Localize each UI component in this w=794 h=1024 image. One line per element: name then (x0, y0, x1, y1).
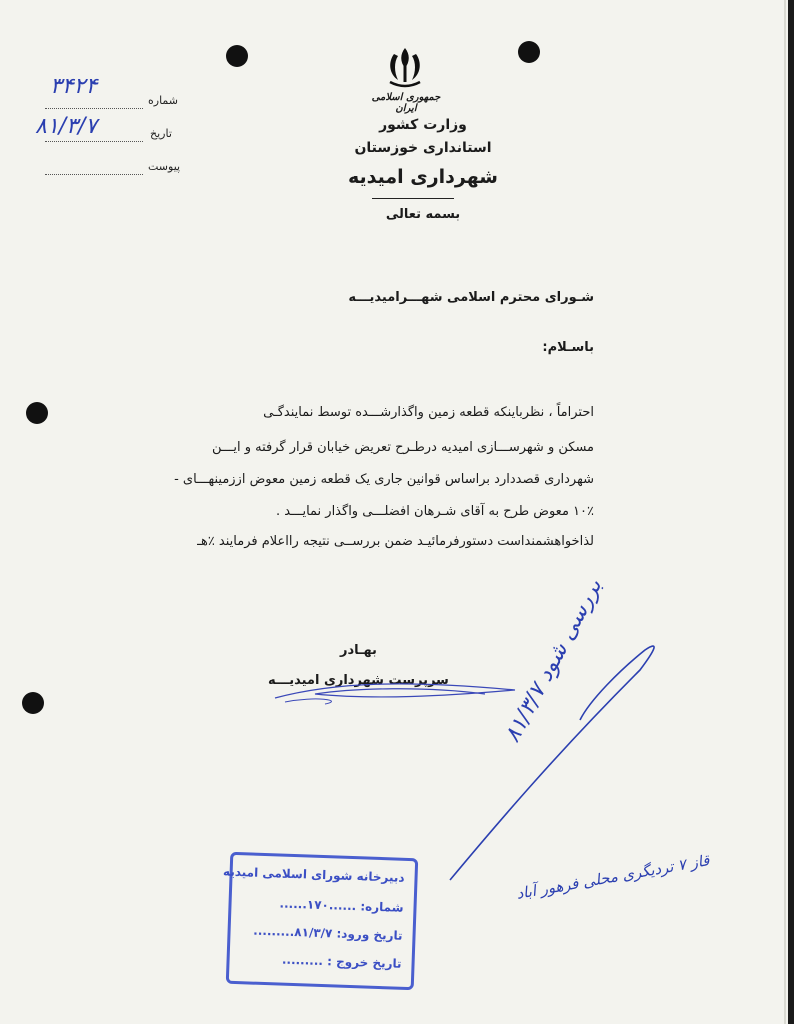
signer-title: سرپرست شهرداری امیدیـــه (268, 673, 449, 688)
emblem-caption: جمهوری اسلامی ایران (371, 92, 441, 114)
date-label: تاریخ (150, 127, 172, 140)
stamp-exit-date: تاریخ خروج : ......... (281, 952, 402, 971)
side-note: قاز ۷ تردیگری محلی فرهور آباد (514, 851, 711, 903)
recipient: شـورای محترم اسلامی شهـــرامیدیـــه (348, 290, 594, 305)
stamp-entry-date: تاریخ ورود: ۸۱/۳/۷......... (253, 923, 403, 943)
date-line (45, 141, 143, 142)
greeting: باسـلام: (542, 340, 594, 355)
signer-name: بهـادر (340, 643, 377, 658)
body-line: مسکن و شهرســـازی امیدیه درطـرح تعریض خیابان قرار گرفته و ایـــن (212, 440, 594, 455)
body-line: شهرداری قصددارد براساس قوانین جاری یک قطعه زمین معوض اززمینهـــای - (174, 472, 594, 487)
number-label: شماره (148, 94, 179, 107)
title-divider (372, 198, 454, 199)
page-fold (784, 0, 786, 1024)
attachment-label: پیوست (148, 160, 181, 173)
municipality-title: شهرداری امیدیه (348, 166, 498, 188)
number-value: ۳۴۲۴ (50, 74, 98, 99)
date-value: ۸۱/۳/۷ (35, 114, 98, 139)
ministry-title: وزارت کشور (379, 117, 467, 133)
punch-hole (22, 692, 44, 714)
stamp-number: شماره: ......۱۷۰...... (279, 896, 404, 915)
punch-hole (26, 402, 48, 424)
stamp-org: دبیرخانه شورای اسلامی امیدیه (222, 864, 405, 885)
punch-hole (226, 45, 248, 67)
registry-stamp (222, 852, 418, 990)
body-line: احتراماً ، نظرباینکه قطعه زمین واگذارشـــده توسط نمایندگـی (263, 405, 594, 420)
body-line: ۱۰٪ معوض طرح به آقای شـرهان افضلـــی واگذار نمایـــد . (275, 504, 594, 519)
province-title: استانداری خوزستان (354, 140, 492, 156)
emblem-icon (380, 44, 430, 92)
page-edge (788, 0, 794, 1024)
punch-hole (518, 41, 540, 63)
number-line (45, 108, 143, 109)
body-line: لذاخواهشمنداست دستورفرمائیـد ضمن بررســی نتیجه رااعلام فرمایند ٪هـ (197, 534, 594, 549)
margin-note: بررسی شود ۸۱/۳/۷ (500, 574, 608, 747)
invocation: بسمه تعالی (385, 207, 461, 222)
attachment-line (45, 174, 143, 175)
